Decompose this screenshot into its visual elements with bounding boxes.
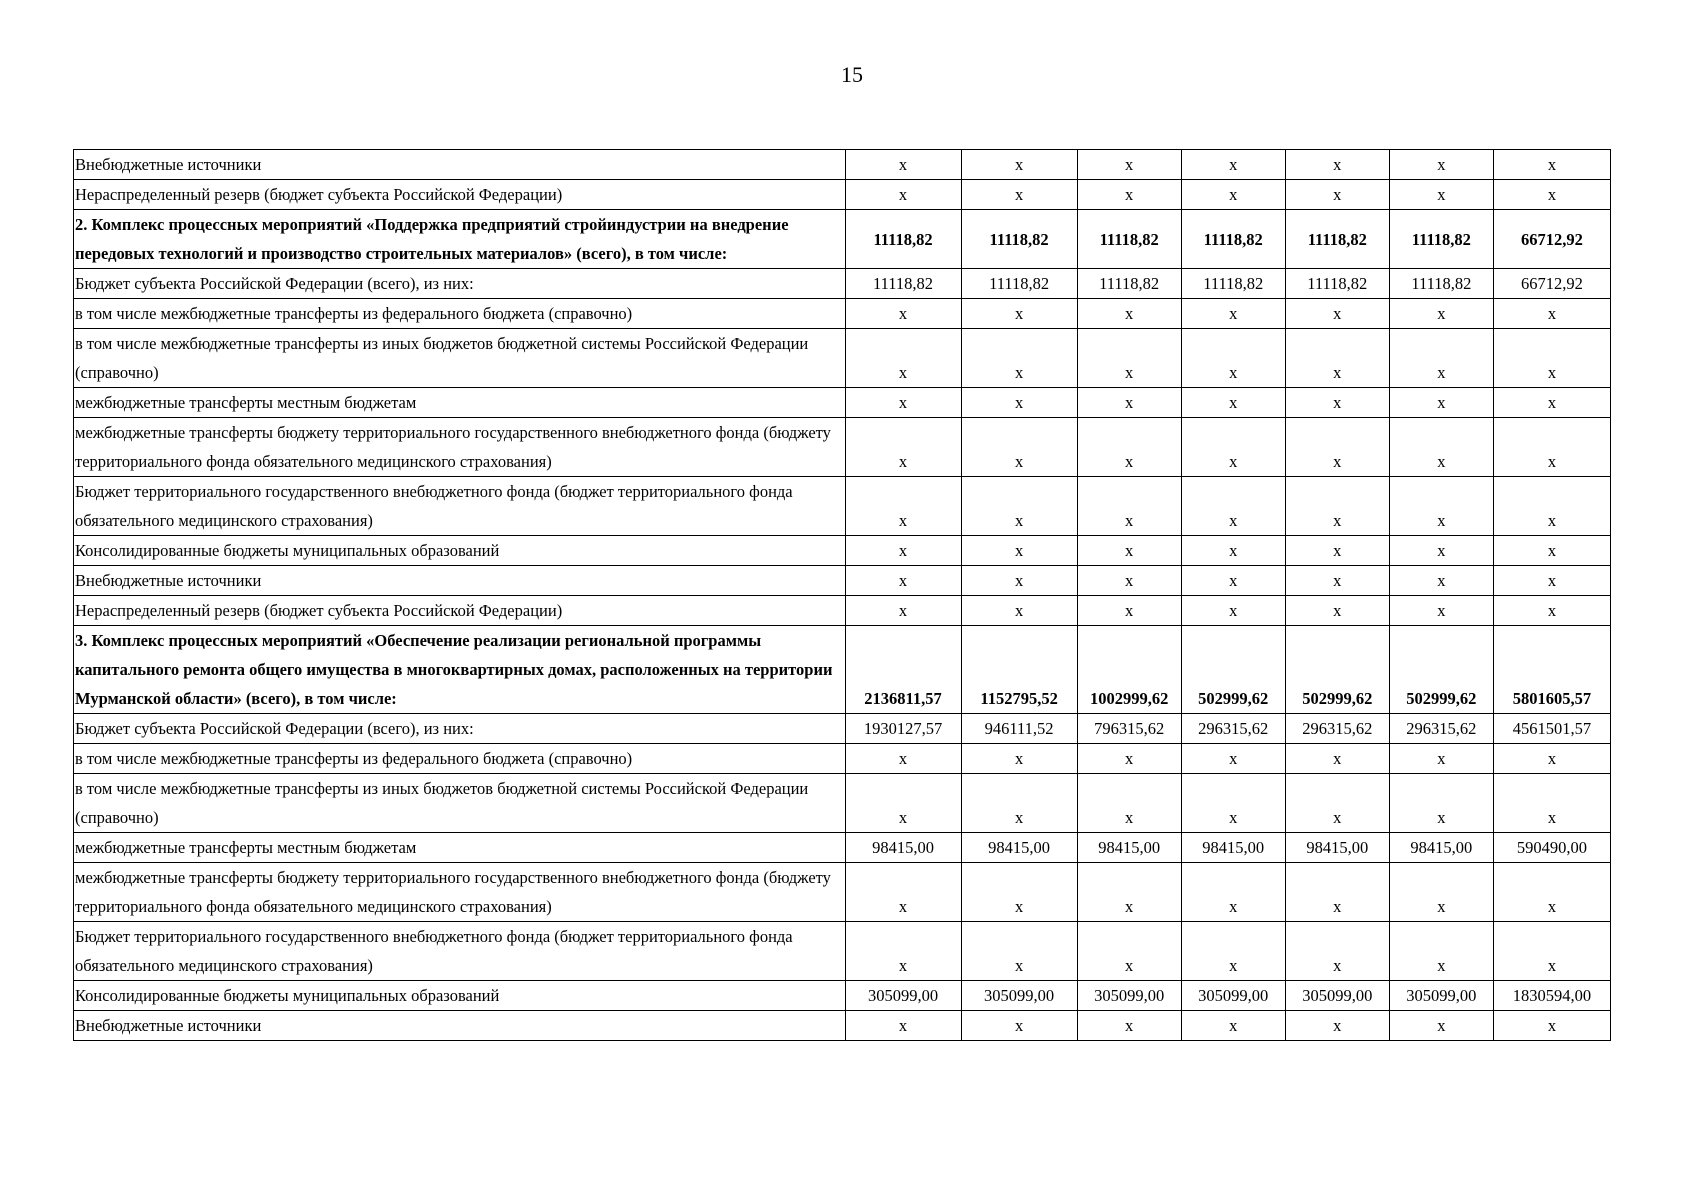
- row-value-cell: x: [1077, 299, 1181, 329]
- budget-table: [73, 149, 1611, 1041]
- row-value-cell: x: [1389, 774, 1493, 833]
- table-row: [74, 596, 1611, 626]
- row-value-cell: 11118,82: [845, 210, 961, 269]
- row-value-cell: x: [1181, 1011, 1285, 1041]
- row-total-cell: x: [1493, 150, 1610, 180]
- row-value-cell: x: [845, 418, 961, 477]
- row-value-cell: x: [1077, 922, 1181, 981]
- table-row: [74, 744, 1611, 774]
- table-row: [74, 388, 1611, 418]
- row-value-cell: 98415,00: [1389, 833, 1493, 863]
- row-value-cell: x: [961, 477, 1077, 536]
- row-label: 3. Комплекс процессных мероприятий «Обеспечение реализации региональной программы капитального ремонта общего имущества в многоквартирных домах, расположенных на территории Мурманской области» (всего), в том числе:: [74, 626, 846, 714]
- table-row: [74, 299, 1611, 329]
- row-value-cell: x: [1285, 744, 1389, 774]
- row-value-cell: 11118,82: [1389, 269, 1493, 299]
- row-value-cell: x: [961, 744, 1077, 774]
- row-value-cell: x: [845, 774, 961, 833]
- row-value-cell: 305099,00: [1389, 981, 1493, 1011]
- row-value-cell: x: [1389, 477, 1493, 536]
- row-total-cell: x: [1493, 774, 1610, 833]
- row-value-cell: x: [1285, 180, 1389, 210]
- row-total-cell: 66712,92: [1493, 269, 1610, 299]
- row-value-cell: x: [961, 388, 1077, 418]
- row-value-cell: 502999,62: [1285, 626, 1389, 714]
- row-value-cell: 98415,00: [1285, 833, 1389, 863]
- row-value-cell: 98415,00: [961, 833, 1077, 863]
- row-value-cell: x: [1077, 1011, 1181, 1041]
- table-row: [74, 180, 1611, 210]
- row-value-cell: 305099,00: [845, 981, 961, 1011]
- row-value-cell: x: [1285, 150, 1389, 180]
- row-value-cell: x: [1077, 744, 1181, 774]
- row-value-cell: x: [961, 536, 1077, 566]
- row-value-cell: x: [1181, 388, 1285, 418]
- table-row: [74, 269, 1611, 299]
- row-value-cell: x: [1389, 596, 1493, 626]
- row-value-cell: x: [1389, 566, 1493, 596]
- row-label: в том числе межбюджетные трансферты из федерального бюджета (справочно): [74, 744, 846, 774]
- row-value-cell: x: [961, 774, 1077, 833]
- row-value-cell: x: [845, 863, 961, 922]
- row-value-cell: x: [961, 150, 1077, 180]
- row-value-cell: x: [845, 596, 961, 626]
- row-label: Бюджет субъекта Российской Федерации (всего), из них:: [74, 269, 846, 299]
- row-label: межбюджетные трансферты бюджету территориального государственного внебюджетного фонда (бюджету территориального фонда обязательного медицинского страхования): [74, 863, 846, 922]
- row-value-cell: x: [961, 922, 1077, 981]
- budget-table-body: [74, 150, 1611, 1041]
- row-value-cell: x: [1389, 180, 1493, 210]
- row-value-cell: x: [1181, 418, 1285, 477]
- row-value-cell: 11118,82: [961, 269, 1077, 299]
- row-value-cell: x: [1077, 329, 1181, 388]
- row-value-cell: 11118,82: [1389, 210, 1493, 269]
- row-value-cell: x: [1181, 536, 1285, 566]
- row-value-cell: x: [845, 388, 961, 418]
- row-total-cell: x: [1493, 388, 1610, 418]
- row-value-cell: 1930127,57: [845, 714, 961, 744]
- row-value-cell: x: [961, 1011, 1077, 1041]
- row-value-cell: 11118,82: [1285, 269, 1389, 299]
- row-value-cell: x: [1181, 477, 1285, 536]
- row-total-cell: x: [1493, 536, 1610, 566]
- row-value-cell: 305099,00: [1285, 981, 1389, 1011]
- row-value-cell: x: [1389, 744, 1493, 774]
- row-value-cell: x: [1077, 536, 1181, 566]
- row-label: Бюджет территориального государственного внебюджетного фонда (бюджет территориального фонда обязательного медицинского страхования): [74, 477, 846, 536]
- row-label: Консолидированные бюджеты муниципальных образований: [74, 536, 846, 566]
- row-value-cell: x: [1285, 536, 1389, 566]
- row-value-cell: 11118,82: [845, 269, 961, 299]
- row-total-cell: 4561501,57: [1493, 714, 1610, 744]
- row-value-cell: x: [1285, 596, 1389, 626]
- row-value-cell: x: [845, 329, 961, 388]
- row-value-cell: 305099,00: [1181, 981, 1285, 1011]
- row-total-cell: x: [1493, 863, 1610, 922]
- row-value-cell: x: [1181, 150, 1285, 180]
- row-label: межбюджетные трансферты бюджету территориального государственного внебюджетного фонда (бюджету территориального фонда обязательного медицинского страхования): [74, 418, 846, 477]
- table-row: [74, 981, 1611, 1011]
- row-value-cell: x: [845, 744, 961, 774]
- row-total-cell: 66712,92: [1493, 210, 1610, 269]
- row-value-cell: 296315,62: [1181, 714, 1285, 744]
- row-value-cell: x: [1285, 1011, 1389, 1041]
- table-row: [74, 477, 1611, 536]
- row-value-cell: 1002999,62: [1077, 626, 1181, 714]
- row-total-cell: x: [1493, 1011, 1610, 1041]
- row-value-cell: x: [1181, 566, 1285, 596]
- row-total-cell: x: [1493, 744, 1610, 774]
- row-value-cell: x: [1285, 863, 1389, 922]
- table-row: [74, 626, 1611, 714]
- row-value-cell: 11118,82: [961, 210, 1077, 269]
- row-value-cell: x: [961, 329, 1077, 388]
- row-value-cell: x: [1285, 299, 1389, 329]
- row-label: в том числе межбюджетные трансферты из иных бюджетов бюджетной системы Российской Федерации (справочно): [74, 329, 846, 388]
- row-value-cell: x: [1285, 774, 1389, 833]
- row-value-cell: x: [961, 863, 1077, 922]
- row-value-cell: x: [1389, 863, 1493, 922]
- table-row: [74, 210, 1611, 269]
- row-value-cell: 1152795,52: [961, 626, 1077, 714]
- row-total-cell: 1830594,00: [1493, 981, 1610, 1011]
- row-value-cell: x: [1389, 1011, 1493, 1041]
- row-value-cell: x: [1285, 388, 1389, 418]
- table-row: [74, 714, 1611, 744]
- table-row: [74, 922, 1611, 981]
- row-label: в том числе межбюджетные трансферты из федерального бюджета (справочно): [74, 299, 846, 329]
- row-total-cell: 590490,00: [1493, 833, 1610, 863]
- row-value-cell: x: [1389, 150, 1493, 180]
- row-value-cell: x: [1181, 329, 1285, 388]
- row-value-cell: x: [1077, 150, 1181, 180]
- row-value-cell: 946111,52: [961, 714, 1077, 744]
- row-value-cell: x: [1389, 418, 1493, 477]
- row-value-cell: x: [1181, 596, 1285, 626]
- row-value-cell: x: [845, 150, 961, 180]
- table-row: [74, 150, 1611, 180]
- row-value-cell: 296315,62: [1285, 714, 1389, 744]
- row-value-cell: x: [845, 536, 961, 566]
- row-value-cell: x: [1077, 774, 1181, 833]
- row-value-cell: x: [1389, 388, 1493, 418]
- row-value-cell: 2136811,57: [845, 626, 961, 714]
- row-value-cell: 11118,82: [1285, 210, 1389, 269]
- row-total-cell: x: [1493, 180, 1610, 210]
- row-value-cell: x: [961, 566, 1077, 596]
- table-row: [74, 833, 1611, 863]
- table-row: [74, 863, 1611, 922]
- row-label: Внебюджетные источники: [74, 150, 846, 180]
- row-value-cell: x: [1389, 299, 1493, 329]
- row-total-cell: x: [1493, 477, 1610, 536]
- row-value-cell: x: [961, 418, 1077, 477]
- row-value-cell: 11118,82: [1077, 210, 1181, 269]
- page-number: 15: [841, 62, 863, 87]
- row-value-cell: x: [1181, 744, 1285, 774]
- row-value-cell: 796315,62: [1077, 714, 1181, 744]
- row-value-cell: x: [1077, 180, 1181, 210]
- row-value-cell: 11118,82: [1181, 269, 1285, 299]
- row-label: Консолидированные бюджеты муниципальных образований: [74, 981, 846, 1011]
- row-value-cell: x: [961, 299, 1077, 329]
- row-label: в том числе межбюджетные трансферты из иных бюджетов бюджетной системы Российской Федерации (справочно): [74, 774, 846, 833]
- row-value-cell: 305099,00: [1077, 981, 1181, 1011]
- row-label: Бюджет субъекта Российской Федерации (всего), из них:: [74, 714, 846, 744]
- row-total-cell: x: [1493, 596, 1610, 626]
- row-value-cell: x: [1181, 922, 1285, 981]
- row-label: Внебюджетные источники: [74, 566, 846, 596]
- table-row: [74, 1011, 1611, 1041]
- table-row: [74, 774, 1611, 833]
- row-value-cell: x: [1285, 418, 1389, 477]
- row-total-cell: 5801605,57: [1493, 626, 1610, 714]
- row-value-cell: x: [1389, 329, 1493, 388]
- row-value-cell: x: [1285, 329, 1389, 388]
- row-value-cell: x: [1181, 180, 1285, 210]
- row-value-cell: 502999,62: [1181, 626, 1285, 714]
- row-label: межбюджетные трансферты местным бюджетам: [74, 833, 846, 863]
- row-label: Бюджет территориального государственного внебюджетного фонда (бюджет территориального фонда обязательного медицинского страхования): [74, 922, 846, 981]
- row-total-cell: x: [1493, 299, 1610, 329]
- row-value-cell: x: [961, 596, 1077, 626]
- row-label: Нераспределенный резерв (бюджет субъекта Российской Федерации): [74, 596, 846, 626]
- row-value-cell: x: [845, 1011, 961, 1041]
- row-total-cell: x: [1493, 922, 1610, 981]
- row-value-cell: x: [845, 566, 961, 596]
- row-value-cell: x: [1181, 774, 1285, 833]
- row-label: Внебюджетные источники: [74, 1011, 846, 1041]
- table-row: [74, 566, 1611, 596]
- row-value-cell: x: [845, 922, 961, 981]
- row-value-cell: x: [845, 477, 961, 536]
- row-value-cell: x: [1077, 418, 1181, 477]
- row-label: 2. Комплекс процессных мероприятий «Поддержка предприятий стройиндустрии на внедрение передовых технологий и производство строительных материалов» (всего), в том числе:: [74, 210, 846, 269]
- row-value-cell: 98415,00: [1077, 833, 1181, 863]
- row-value-cell: x: [845, 180, 961, 210]
- row-total-cell: x: [1493, 329, 1610, 388]
- row-value-cell: x: [1389, 922, 1493, 981]
- table-row: [74, 536, 1611, 566]
- row-value-cell: 502999,62: [1389, 626, 1493, 714]
- row-total-cell: x: [1493, 566, 1610, 596]
- row-value-cell: 11118,82: [1181, 210, 1285, 269]
- row-value-cell: 98415,00: [845, 833, 961, 863]
- row-value-cell: 296315,62: [1389, 714, 1493, 744]
- table-row: [74, 418, 1611, 477]
- row-value-cell: x: [1389, 536, 1493, 566]
- row-value-cell: x: [1077, 388, 1181, 418]
- row-value-cell: x: [1077, 477, 1181, 536]
- row-value-cell: x: [1077, 863, 1181, 922]
- row-value-cell: x: [1285, 566, 1389, 596]
- row-value-cell: x: [1181, 299, 1285, 329]
- row-value-cell: x: [845, 299, 961, 329]
- row-value-cell: 11118,82: [1077, 269, 1181, 299]
- row-total-cell: x: [1493, 418, 1610, 477]
- row-value-cell: x: [961, 180, 1077, 210]
- row-label: Нераспределенный резерв (бюджет субъекта Российской Федерации): [74, 180, 846, 210]
- row-value-cell: x: [1181, 863, 1285, 922]
- row-value-cell: x: [1077, 566, 1181, 596]
- row-value-cell: x: [1077, 596, 1181, 626]
- row-value-cell: 98415,00: [1181, 833, 1285, 863]
- table-row: [74, 329, 1611, 388]
- row-label: межбюджетные трансферты местным бюджетам: [74, 388, 846, 418]
- row-value-cell: x: [1285, 477, 1389, 536]
- row-value-cell: x: [1285, 922, 1389, 981]
- row-value-cell: 305099,00: [961, 981, 1077, 1011]
